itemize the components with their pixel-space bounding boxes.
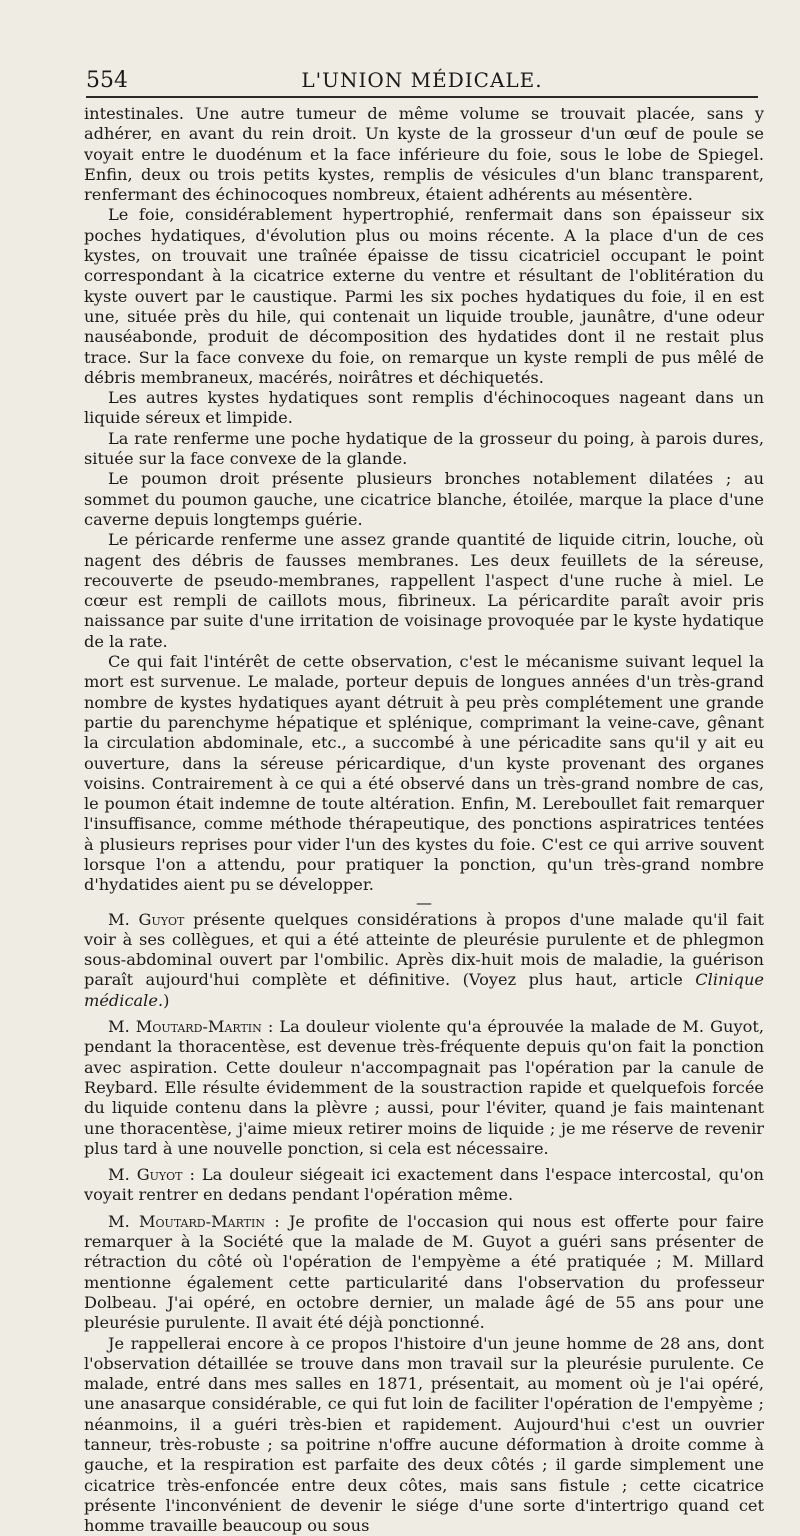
journal-title: L'UNION MÉDICALE. [301,68,543,92]
paragraph: Les autres kystes hydatiques sont remplis d'échinocoques nageant dans un liquide séreux et limpide. [84,388,764,428]
body-text [84,104,764,1536]
speaker-name: M. Moutard-Martin : [108,1211,280,1231]
paragraph-text: Je profite de l'occasion qui nous est offerte pour faire remarquer à la Société que la malade de M. Guyot a guéri sans présenter de rétraction du côté où l'opération de l'empyème a été pratiquée ; M. Millard mentionne également cette particularité dans l'observation du professeur Dolbeau. J'ai opéré, en octobre dernier, un malade âgé de 55 ans pour une pleurésie purulente. Il avait été déjà ponctionné. [84,1211,765,1333]
final-paragraph: Je rappellerai encore à ce propos l'histoire d'un jeune homme de 28 ans, dont l'observation détaillée se trouve dans mon travail sur la pleurésie purulente. Ce malade, entré dans mes salles en 1871, présentait, au moment où je l'ai opéré, une anasarque considérable, ce qui fut loin de faciliter l'opération de l'empyème ; néanmoins, il a guéri très-bien et rapidement. Aujourd'hui c'est un ouvrier tanneur, très-robuste ; sa poitrine n'offre aucune déformation à droite comme à gauche, et la respiration est parfaite des deux côtés ; il garde simplement une cicatrice très-enfoncée entre deux côtes, mais sans fistule ; cette cicatrice présente l'inconvénient de devenir le siége d'une sorte d'intertrigo quand cet homme travaille beaucoup ou sous [84,1333,764,1536]
paragraph: Le foie, considérablement hypertrophié, renfermait dans son épaisseur six poches hydatiques, d'évolution plus ou moins récente. A la place d'un de ces kystes, on trouvait une traînée épaisse de tissu cicatriciel occupant le point correspondant à la cicatrice externe du ventre et résultant de l'oblitération du kyste ouvert par le caustique. Parmi les six poches hydatiques du foie, il en est une, située près du hile, qui contenait un liquide trouble, jaunâtre, d'une odeur nauséabonde, produit de décomposition des hydatides dont il ne restait plus trace. Sur la face convexe du foie, on remarque un kyste rempli de pus mêlé de débris membraneux, macérés, noirâtres et déchiquetés. [84,205,764,387]
speaker-name: M. Moutard-Martin : [108,1017,274,1037]
paragraph: Le péricarde renferme une assez grande quantité de liquide citrin, louche, où nagent des débris de fausses membranes. Les deux feuillets de la séreuse, recouverte de pseudo-membranes, rappellent l'aspect d'une ruche à miel. Le cœur est rempli de caillots mous, fibrineux. La péricardite paraît avoir pris naissance par suite d'une irritation de voisinage provoquée par le kyste hydatique de la rate. [84,530,764,651]
speaker-name: M. Guyot [108,909,185,929]
exchange-paragraph [84,1212,764,1334]
paragraph-text: présente quelques considérations à propos d'une malade qu'il fait voir à ses collègues, et qui a été atteinte de pleurésie purulente et de phlegmon sous-abdominal ouvert par l'ombilic. Après dix-huit mois de maladie, la guérison paraît aujourd'hui complète et définitive. (Voyez plus haut, article [84,909,764,990]
exchange-paragraph [84,1017,764,1159]
paragraph: intestinales. Une autre tumeur de même volume se trouvait placée, sans y adhérer, en avant du rein droit. Un kyste de la grosseur d'un œuf de poule se voyait entre le duodénum et la face inférieure du foie, sous le lobe de Spiegel. Enfin, deux ou trois petits kystes, remplis de vésicules d'un blanc transparent, renfermant des échinocoques nombreux, étaient adhérents au mésentère. [84,104,764,205]
paragraph-text: La douleur siégeait ici exactement dans l'espace intercostal, qu'on voyait rentrer en dedans pendant l'opération même. [84,1165,764,1205]
section-separator: — [416,892,432,912]
exchange-paragraph [84,1165,764,1206]
paragraph: Ce qui fait l'intérêt de cette observation, c'est le mécanisme suivant lequel la mort est survenue. Le malade, porteur depuis de longues années d'un très-grand nombre de kystes hydatiques ayant détruit à peu près complétement une grande partie du parenchyme hépatique et splénique, comprimant la veine-cave, gênant la circulation abdominale, etc., a succombé à une péricadite sans qu'il y ait eu ouverture, dans la séreuse péricardique, d'un kyste provenant des organes voisins. Contrairement à ce qui a été observé dans un très-grand nombre de cas, le poumon était indemne de toute altération. Enfin, M. Lereboullet fait remarquer l'insuffisance, comme méthode thérapeutique, des ponctions aspiratrices tentées à plusieurs reprises pour vider l'un des kystes du foie. C'est ce qui arrive souvent lorsque l'on a attendu, pour pratiquer la ponction, qu'un très-grand nombre d'hydatides aient pu se développer. [84,652,764,895]
paragraph: La rate renferme une poche hydatique de la grosseur du poing, à parois dures, située sur la face convexe de la glande. [84,428,764,469]
header-rule [86,96,758,98]
paragraph-closing: ) [163,990,170,1010]
paragraph: Le poumon droit présente plusieurs bronches notablement dilatées ; au sommet du poumon gauche, une cicatrice blanche, étoilée, marque la place d'une caverne depuis longtemps guérie. [84,469,764,529]
paragraph-text: La douleur violente qu'a éprouvée la malade de M. Guyot, pendant la thoracentèse, est devenue très-fréquente depuis qu'on fait la ponction avec aspiration. Cette douleur n'accompagnait pas l'opération par la canule de Reybard. Elle résulte évidemment de la soustraction rapide et quelquefois forcée du liquide contenu dans la plèvre ; aussi, pour l'éviter, quand je fais maintenant une thoracentèse, j'aime mieux retirer moins de liquide ; je me réserve de revenir plus tard à une nouvelle ponction, si cela est nécessaire. [84,1017,764,1158]
page-number: 554 [86,68,128,93]
page-header [86,64,758,94]
speaker-name: M. Guyot : [108,1165,195,1185]
italic-reference: Clinique médicale. [84,970,764,1010]
guyot-paragraph [84,910,764,1011]
